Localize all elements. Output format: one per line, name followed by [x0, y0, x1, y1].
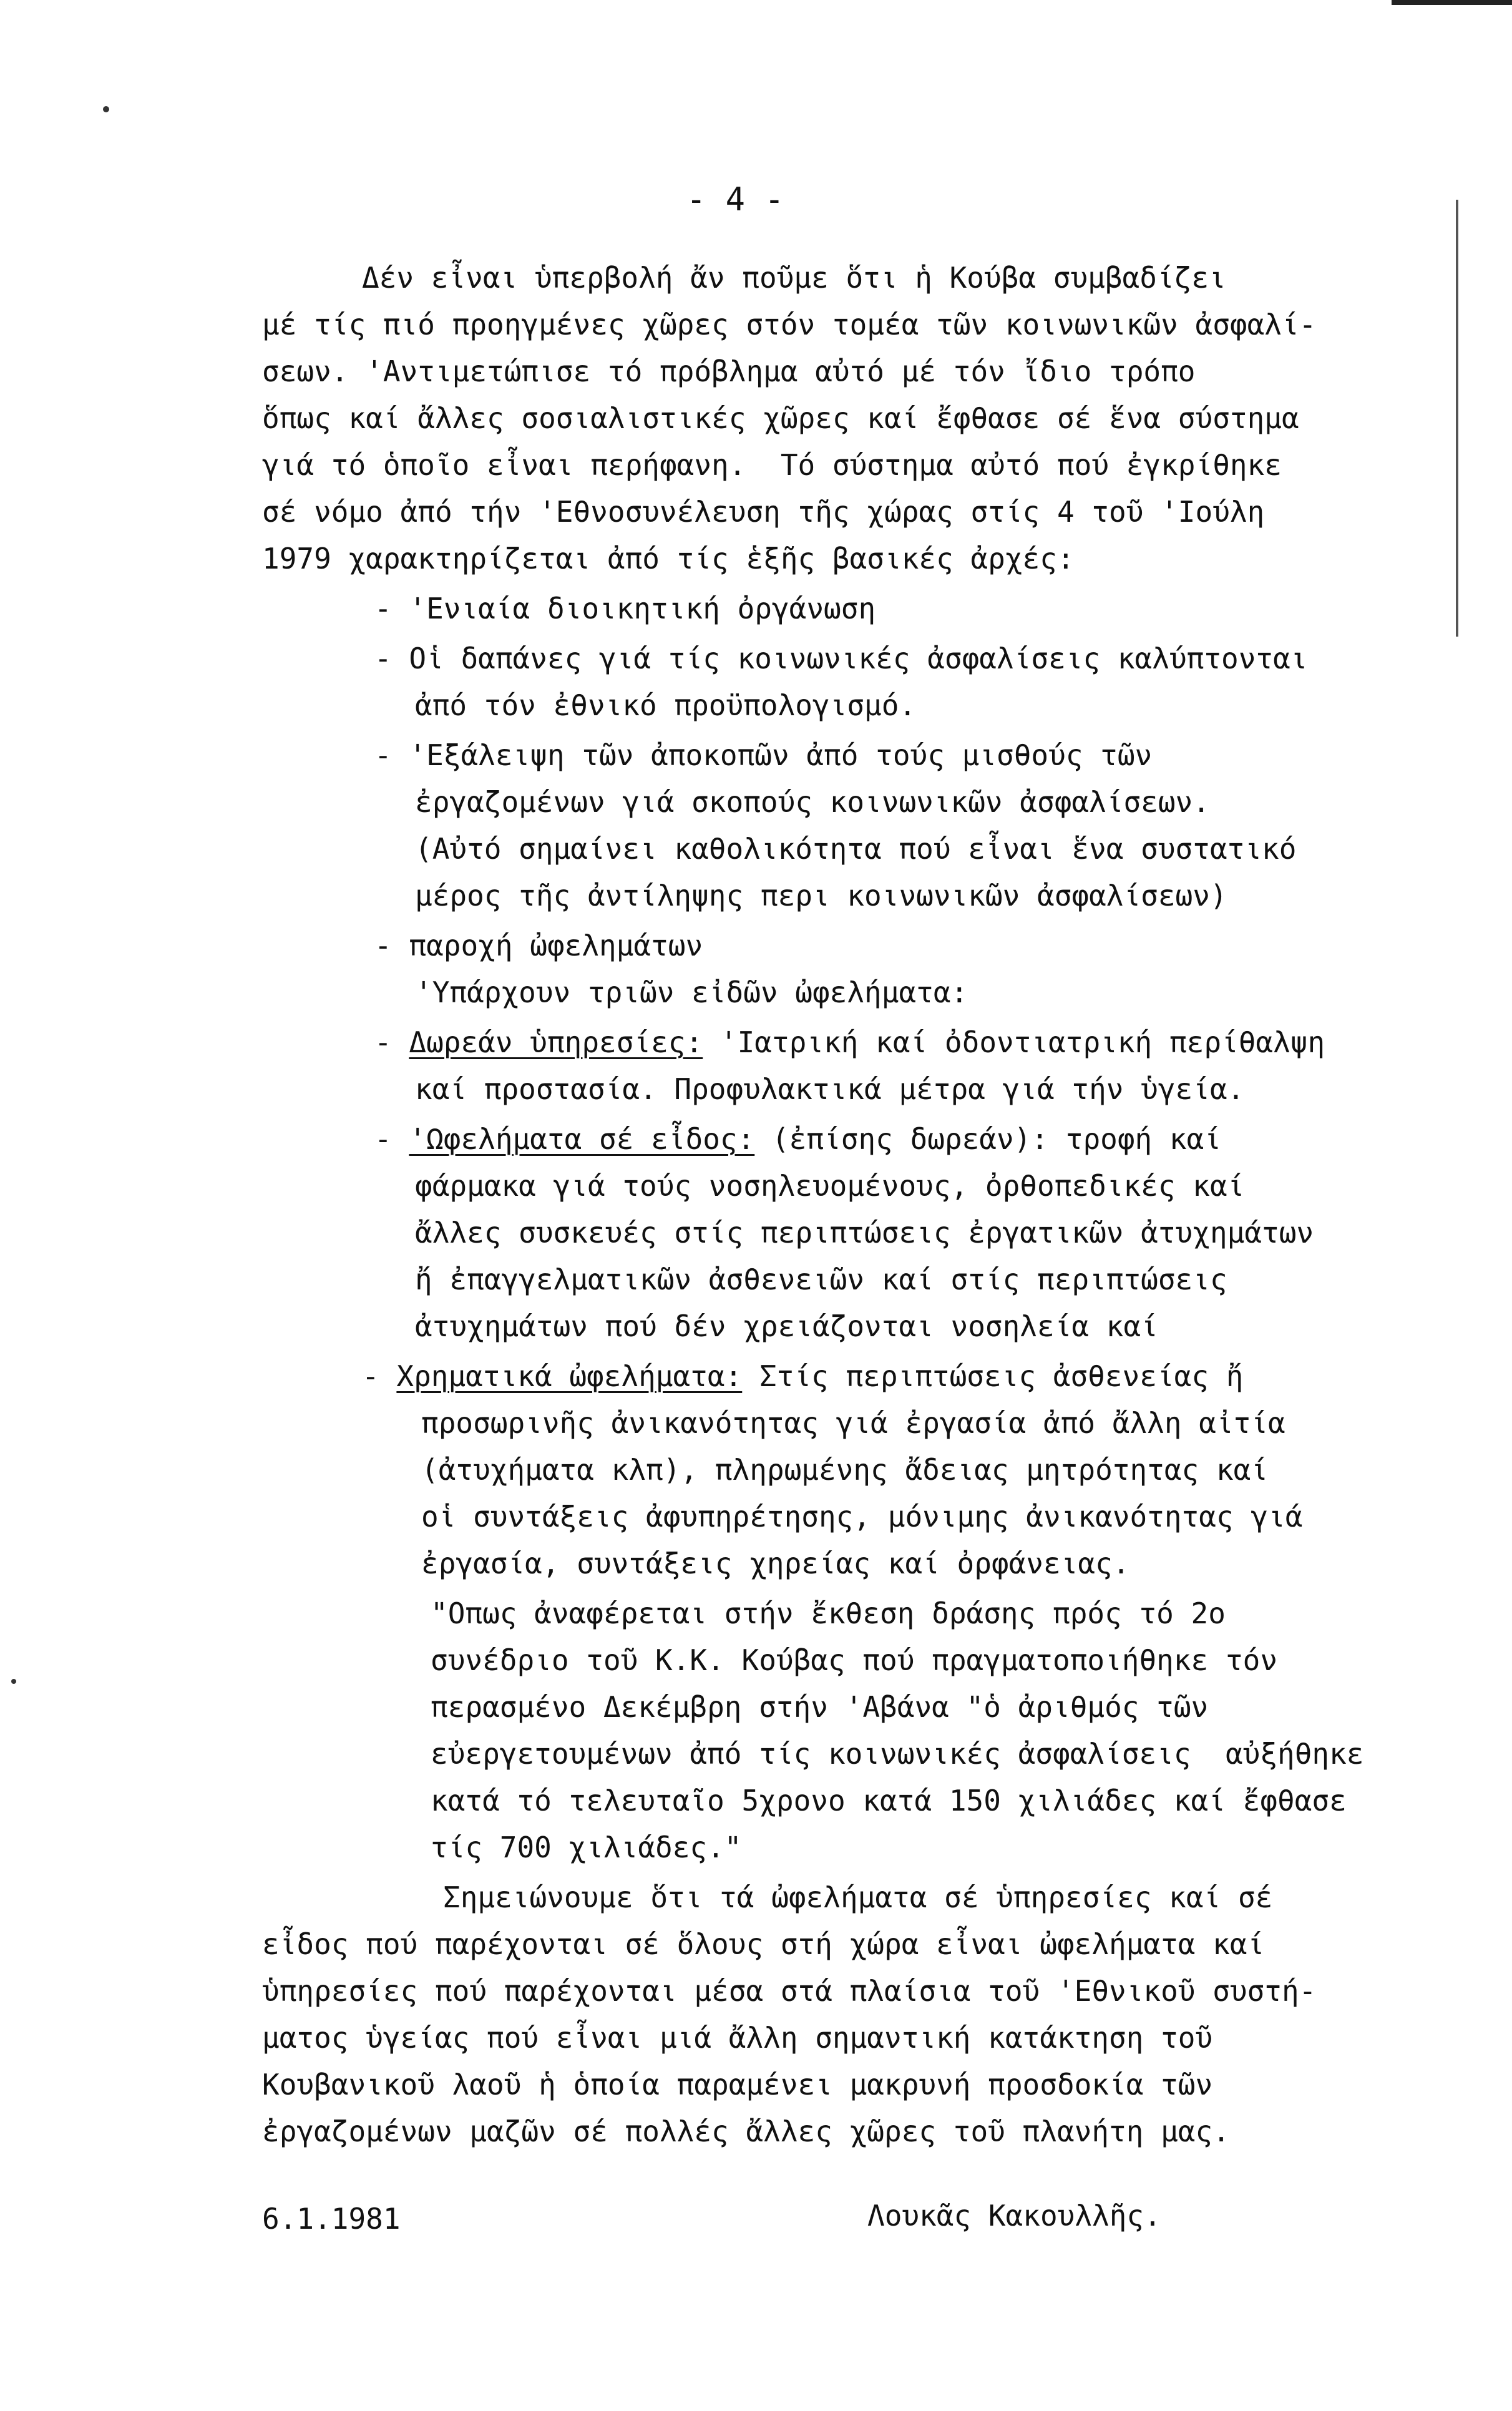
- list-item: - 'Εξάλειψη τῶν ἀποκοπῶν ἀπό τούς μισθούς τῶν: [374, 738, 1153, 772]
- paragraph-line: ὅπως καί ἄλλες σοσιαλιστικές χῶρες καί ἔφθασε σέ ἕνα σύστημα: [262, 401, 1299, 435]
- list-item-continuation: ἐργασία, συντάξεις χηρείας καί ὀρφάνειας.: [421, 1547, 1130, 1580]
- list-dash: -: [362, 1359, 397, 1393]
- list-item-continuation: φάρμακα γιά τούς νοσηλευομένους, ὀρθοπεδικές καί: [415, 1169, 1245, 1203]
- right-margin-line: [1456, 200, 1458, 637]
- paragraph-line: εἶδος πού παρέχονται σέ ὅλους στή χώρα εἶναι ὠφελήματα καί: [262, 1927, 1265, 1961]
- quote-line: περασμένο Δεκέμβρη στήν 'Αβάνα "ὁ ἀριθμός τῶν: [431, 1690, 1209, 1724]
- list-item: - παροχή ὠφελημάτων: [374, 929, 703, 962]
- quote-line: τίς 700 χιλιάδες.": [431, 1831, 742, 1864]
- paragraph-line: Κουβανικοῦ λαοῦ ἡ ὁποία παραμένει μακρυνή προσδοκία τῶν: [262, 2068, 1213, 2101]
- underlined-heading: Χρηματικά ὠφελήματα:: [396, 1359, 743, 1393]
- paragraph-line: σέ νόμο ἀπό τήν 'Εθνοσυνέλευση τῆς χώρας στίς 4 τοῦ 'Ιούλη: [262, 495, 1265, 529]
- paragraph-line: γιά τό ὁποῖο εἶναι περήφανη. Τό σύστημα αὐτό πού ἐγκρίθηκε: [262, 448, 1282, 482]
- list-item-continuation: προσωρινῆς ἀνικανότητας γιά ἐργασία ἀπό ἄλλη αἰτία: [421, 1406, 1285, 1440]
- paragraph-line: ἐργαζομένων μαζῶν σέ πολλές ἄλλες χῶρες τοῦ πλανήτη μας.: [262, 2115, 1230, 2148]
- list-item-continuation: οἱ συντάξεις ἀφυπηρέτησης, μόνιμης ἀνικανότητας γιά: [421, 1500, 1303, 1533]
- list-item-continuation: μέρος τῆς ἀντίληψης περι κοινωνικῶν ἀσφαλίσεων): [415, 879, 1227, 912]
- paragraph-line: 1979 χαρακτηρίζεται ἀπό τίς ἑξῆς βασικές ἀρχές:: [262, 542, 1075, 575]
- quote-line: συνέδριο τοῦ Κ.Κ. Κούβας πού πραγματοποιήθηκε τόν: [431, 1643, 1278, 1677]
- document-date: 6.1.1981: [262, 2202, 401, 2236]
- list-dash: -: [374, 1122, 409, 1156]
- list-item-continuation: (ἀτυχήματα κλπ), πληρωμένης ἄδειας μητρότητας καί: [421, 1453, 1269, 1487]
- underlined-heading: Δωρεάν ὑπηρεσίες:: [409, 1025, 703, 1059]
- paragraph-line: ματος ὑγείας πού εἶναι μιά ἄλλη σημαντική κατάκτηση τοῦ: [262, 2021, 1213, 2055]
- list-item-continuation: 'Υπάρχουν τριῶν εἰδῶν ὠφελήματα:: [415, 976, 968, 1009]
- paragraph-line: σεων. 'Αντιμετώπισε τό πρόβλημα αὐτό μέ τόν ἴδιο τρόπο: [262, 355, 1196, 388]
- list-dash: -: [374, 1025, 409, 1059]
- underlined-heading: 'Ωφελήματα σέ εἶδος:: [409, 1122, 755, 1156]
- list-item-text: Στίς περιπτώσεις ἀσθενείας ἤ: [742, 1359, 1244, 1393]
- quote-line: "Οπως ἀναφέρεται στήν ἔκθεση δράσης πρός τό 2ο: [431, 1597, 1226, 1630]
- list-item-continuation: ἀπό τόν ἐθνικό προϋπολογισμό.: [415, 688, 917, 722]
- list-item-cash-benefits: [362, 1357, 1243, 1395]
- page-number: - 4 -: [686, 181, 784, 218]
- list-item-benefits-in-kind: [374, 1120, 1221, 1158]
- list-item: - Οἱ δαπάνες γιά τίς κοινωνικές ἀσφαλίσεις καλύπτονται: [374, 642, 1308, 675]
- list-item-continuation: (Αὐτό σημαίνει καθολικότητα πού εἶναι ἕνα συστατικό: [415, 832, 1297, 866]
- quote-line: εὐεργετουμένων ἀπό τίς κοινωνικές ἀσφαλίσεις αὐξήθηκε: [431, 1737, 1364, 1771]
- list-item-continuation: ἀτυχημάτων πού δέν χρειάζονται νοσηλεία καί: [415, 1309, 1158, 1343]
- list-item-text: (ἐπίσης δωρεάν): τροφή καί: [754, 1122, 1222, 1156]
- paragraph-line: ὑπηρεσίες πού παρέχονται μέσα στά πλαίσια τοῦ 'Εθνικοῦ συστή-: [262, 1974, 1317, 2008]
- list-item-text: 'Ιατρική καί ὀδοντιατρική περίθαλψη: [703, 1025, 1325, 1059]
- list-item-continuation: καί προστασία. Προφυλακτικά μέτρα γιά τήν ὑγεία.: [415, 1072, 1245, 1106]
- list-item-continuation: ἄλλες συσκευές στίς περιπτώσεις ἐργατικῶν ἀτυχημάτων: [415, 1216, 1314, 1250]
- list-item-continuation: ἤ ἐπαγγελματικῶν ἀσθενειῶν καί στίς περιπτώσεις: [415, 1263, 1227, 1296]
- paragraph-line: Δέν εἶναι ὑπερβολή ἄν ποῦμε ὅτι ἡ Κούβα συμβαδίζει: [362, 261, 1226, 295]
- list-item-continuation: ἐργαζομένων γιά σκοπούς κοινωνικῶν ἀσφαλίσεων.: [415, 785, 1210, 819]
- paragraph-line: μέ τίς πιό προηγμένες χῶρες στόν τομέα τῶν κοινωνικῶν ἀσφαλί-: [262, 308, 1317, 341]
- top-edge-mark: [1392, 0, 1512, 5]
- scan-speck: [103, 106, 109, 112]
- scan-speck: [11, 1679, 16, 1684]
- list-item-free-services: [374, 1024, 1325, 1061]
- quote-line: κατά τό τελευταῖο 5χρονο κατά 150 χιλιάδες καί ἔφθασε: [431, 1784, 1347, 1817]
- list-item: - 'Ενιαία διοικητική ὀργάνωση: [374, 592, 876, 625]
- author-signature: Λουκᾶς Κακουλλῆς.: [867, 2199, 1161, 2232]
- paragraph-line: Σημειώνουμε ὅτι τά ὠφελήματα σέ ὑπηρεσίες καί σέ: [443, 1880, 1273, 1914]
